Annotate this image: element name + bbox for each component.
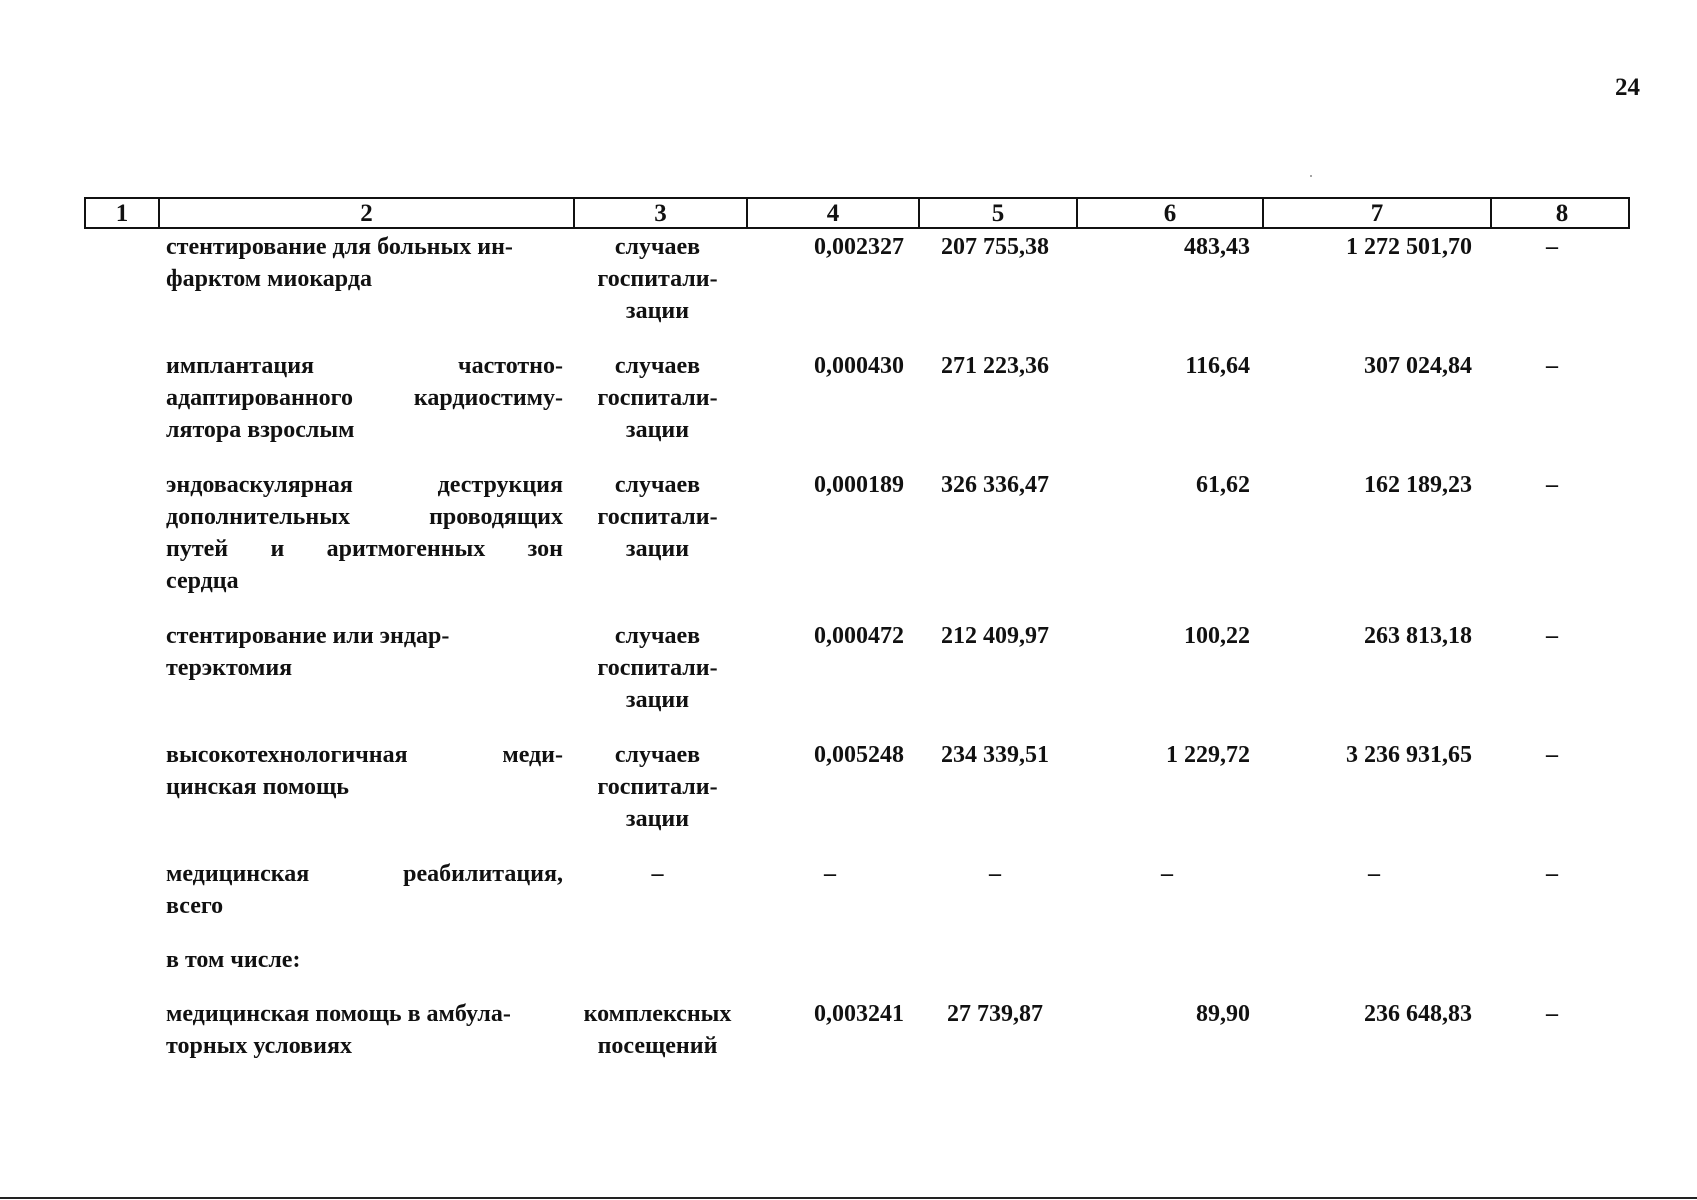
row-total: 3 236 931,65 — [1346, 742, 1472, 768]
unit-line: зации — [625, 417, 690, 443]
row-total: 1 272 501,70 — [1346, 234, 1472, 260]
table-row — [84, 739, 1630, 835]
row-number-cell — [84, 469, 156, 597]
row-total: 162 189,23 — [1364, 472, 1472, 498]
desc-line: имплантация частотно- — [166, 353, 563, 379]
header-col-3: 3 — [573, 199, 746, 227]
unit-line: зации — [625, 536, 690, 562]
row-total: 307 024,84 — [1364, 353, 1472, 379]
unit-line: случаев — [614, 353, 701, 379]
desc-line: путей и аритмогенных зон — [166, 536, 563, 562]
unit-line: госпитали- — [597, 655, 718, 681]
unit-line: госпитали- — [597, 266, 718, 292]
row-cost: 212 409,97 — [941, 623, 1049, 649]
row-per-capita: 483,43 — [1184, 234, 1250, 260]
row-per-capita: 1 229,72 — [1166, 742, 1250, 768]
unit-line: госпитали- — [597, 504, 718, 530]
page-number: 24 — [1615, 74, 1640, 101]
unit-line: случаев — [614, 623, 701, 649]
unit-line: случаев — [614, 472, 701, 498]
desc-line: стентирование для больных ин- — [166, 234, 513, 260]
row-unit — [571, 350, 744, 446]
header-col-8: 8 — [1490, 199, 1632, 227]
header-col-7: 7 — [1262, 199, 1490, 227]
row-cost: 234 339,51 — [941, 742, 1049, 768]
row-unit — [571, 739, 744, 835]
scan-bottom-edge — [0, 1197, 1697, 1199]
desc-line: адаптированного кардиостиму- — [166, 385, 563, 411]
row-number-cell — [84, 858, 156, 922]
unit-line: зации — [625, 298, 690, 324]
table-row — [84, 858, 1630, 922]
row-norm: 0,000472 — [814, 623, 904, 649]
table-row — [84, 350, 1630, 446]
header-col-1: 1 — [115, 200, 129, 227]
row-per-capita: – — [1161, 861, 1173, 887]
table-row — [84, 944, 1630, 976]
row-description — [156, 469, 571, 597]
table-row — [84, 231, 1630, 327]
row-total: 236 648,83 — [1364, 1001, 1472, 1027]
row-total — [1260, 944, 1488, 976]
row-norm: 0,000189 — [814, 472, 904, 498]
desc-line: лятора взрослым — [166, 417, 355, 443]
row-unit — [571, 469, 744, 597]
desc-line: фарктом миокарда — [166, 266, 372, 292]
table-row — [84, 469, 1630, 597]
row-col8: – — [1546, 353, 1558, 379]
row-norm: – — [824, 861, 836, 887]
row-per-capita — [1074, 944, 1260, 976]
row-cost: 207 755,38 — [941, 234, 1049, 260]
table-row — [84, 620, 1630, 716]
header-col-4: 4 — [746, 199, 918, 227]
unit-line: зации — [625, 687, 690, 713]
row-unit — [571, 944, 744, 976]
header-col-5: 5 — [918, 199, 1076, 227]
row-per-capita: 61,62 — [1196, 472, 1250, 498]
row-unit — [571, 231, 744, 327]
row-per-capita: 116,64 — [1185, 353, 1250, 379]
tariff-table — [84, 197, 1630, 1062]
row-col8: – — [1546, 742, 1558, 768]
desc-line: торных условиях — [166, 1033, 352, 1059]
header-col-2: 2 — [158, 199, 573, 227]
row-total: 263 813,18 — [1364, 623, 1472, 649]
row-description — [156, 739, 571, 835]
row-number-cell — [84, 739, 156, 835]
row-per-capita: 100,22 — [1184, 623, 1250, 649]
row-description — [156, 998, 571, 1062]
row-number-cell — [84, 944, 156, 976]
row-cost — [916, 944, 1074, 976]
table-body — [84, 231, 1630, 1062]
desc-line: медицинская реабилитация, — [166, 861, 563, 887]
row-cost: – — [989, 861, 1001, 887]
row-col8: – — [1546, 861, 1558, 887]
row-unit — [571, 998, 744, 1062]
desc-line: медицинская помощь в амбула- — [166, 1001, 511, 1027]
unit-line: посещений — [597, 1033, 718, 1059]
row-unit: – — [651, 861, 664, 887]
desc-line: терэктомия — [166, 655, 293, 681]
desc-line: всего — [166, 893, 224, 919]
unit-line: случаев — [614, 234, 701, 260]
row-col8 — [1488, 944, 1630, 976]
desc-line: сердца — [166, 568, 239, 594]
table-header-row — [84, 197, 1630, 229]
row-norm: 0,000430 — [814, 353, 904, 379]
scan-speck — [1310, 175, 1312, 177]
unit-line: госпитали- — [597, 774, 718, 800]
unit-line: госпитали- — [597, 385, 718, 411]
row-number-cell — [84, 998, 156, 1062]
table-row — [84, 998, 1630, 1062]
row-number-cell — [84, 350, 156, 446]
unit-line: зации — [625, 806, 690, 832]
row-number-cell — [84, 231, 156, 327]
row-norm — [744, 944, 916, 976]
row-cost: 271 223,36 — [941, 353, 1049, 379]
row-description — [156, 620, 571, 716]
row-total: – — [1368, 861, 1380, 887]
row-cost: 27 739,87 — [947, 1001, 1043, 1027]
row-number-cell — [84, 620, 156, 716]
row-description — [156, 944, 571, 976]
row-col8: – — [1546, 234, 1558, 260]
row-col8: – — [1546, 1001, 1558, 1027]
row-norm: 0,002327 — [814, 234, 904, 260]
row-per-capita: 89,90 — [1196, 1001, 1250, 1027]
row-cost: 326 336,47 — [941, 472, 1049, 498]
row-description — [156, 350, 571, 446]
row-col8: – — [1546, 623, 1558, 649]
desc-line: дополнительных проводящих — [166, 504, 563, 530]
desc-line: эндоваскулярная деструкция — [166, 472, 563, 498]
unit-line: случаев — [614, 742, 701, 768]
desc-line: высокотехнологичная меди- — [166, 742, 563, 768]
row-col8: – — [1546, 472, 1558, 498]
desc-line: стентирование или эндар- — [166, 623, 450, 649]
desc-line: цинская помощь — [166, 774, 349, 800]
row-unit — [571, 620, 744, 716]
row-description — [156, 231, 571, 327]
header-col-6: 6 — [1076, 199, 1262, 227]
row-description — [156, 858, 571, 922]
unit-line: комплексных — [583, 1001, 732, 1027]
row-norm: 0,003241 — [814, 1001, 904, 1027]
row-norm: 0,005248 — [814, 742, 904, 768]
desc-line: в том числе: — [166, 947, 301, 973]
